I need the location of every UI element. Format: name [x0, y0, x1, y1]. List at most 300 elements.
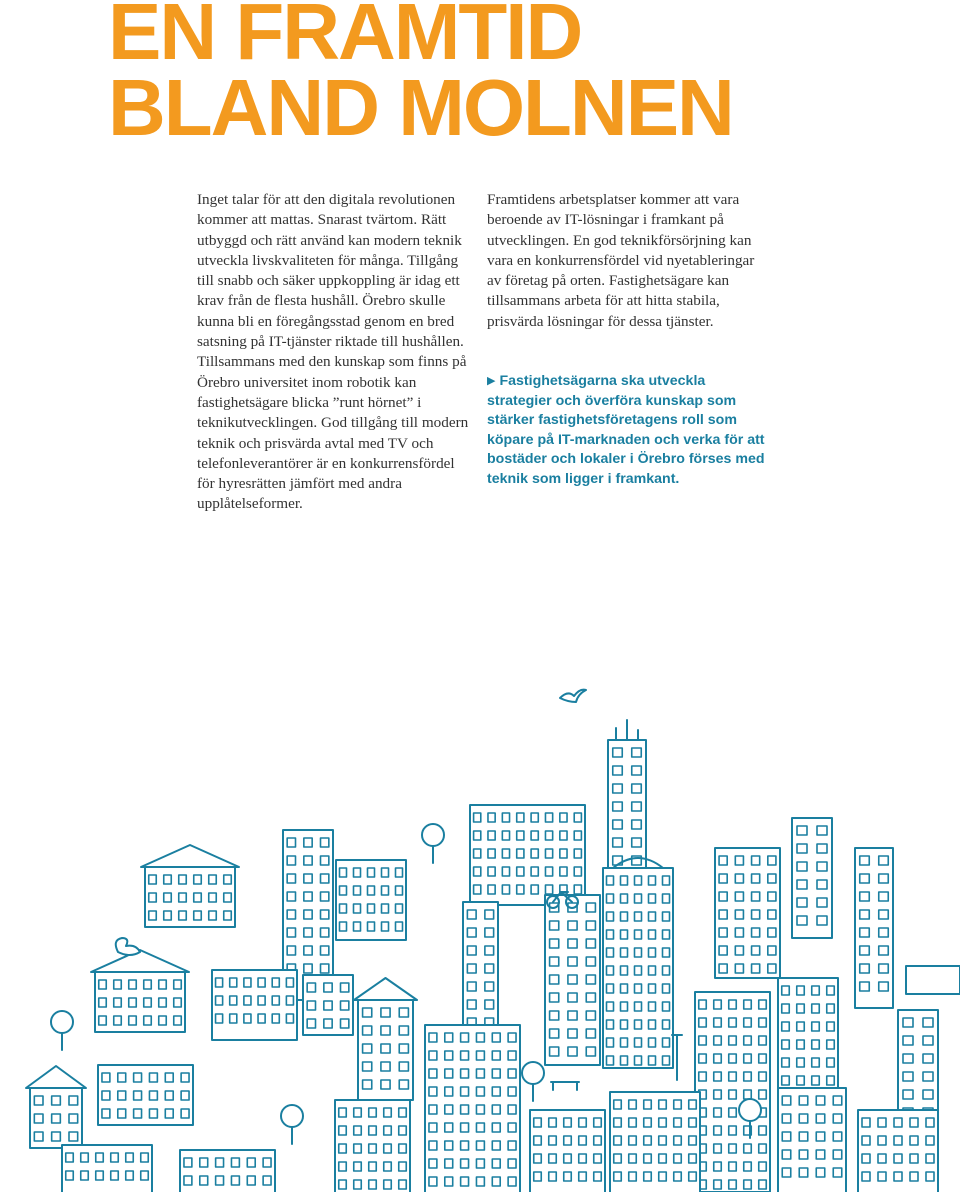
building-window	[396, 922, 403, 931]
building-window	[663, 1002, 670, 1011]
building-window	[714, 1126, 722, 1135]
building-window	[827, 1022, 835, 1031]
building-window	[827, 1004, 835, 1013]
bench-icon	[551, 1082, 579, 1090]
building-window	[149, 1109, 157, 1118]
building-window	[759, 1018, 767, 1027]
building-window	[735, 928, 743, 937]
building-window	[632, 784, 642, 793]
building-window	[817, 862, 827, 871]
building-window	[399, 1180, 407, 1189]
building-window	[216, 1176, 224, 1185]
building-window	[564, 1118, 572, 1127]
building-window	[817, 880, 827, 889]
building-outline	[98, 1065, 193, 1125]
building-window	[812, 1076, 820, 1085]
building-window	[621, 1056, 628, 1065]
building-window	[797, 1058, 805, 1067]
building-window	[862, 1154, 870, 1163]
building-window	[134, 1091, 142, 1100]
building-window	[663, 966, 670, 975]
building-window	[445, 1033, 453, 1042]
building-window	[759, 1126, 767, 1135]
building-window	[879, 982, 889, 991]
body-paragraph-left: Inget talar för att den digitala revolutionen kommer att mattas. Snarast tvärtom. Rätt utbyggd och rätt använd kan modern teknik utveckla livskvaliteten för många. Tillgång till snabb och säker uppkoppling är idag ett krav från de flesta hushåll. Örebro skulle kunna bli en föregångsstad genom en bred satsning på IT-tjänster riktade till hushållen. Tillsammans med den kunskap som finns på Örebro universitet inom robotik kan fastighetsägare blicka ”runt hörnet” i teknikutvecklingen. God tillgång till modern teknik och prisvärda avtal med TV och telefonleverantörer är en konkurrensfördel för hyresrätten jämfört med andra upplåtelseformer.	[197, 191, 469, 513]
building-window	[752, 892, 760, 901]
building-window	[363, 1044, 372, 1053]
building-window	[396, 868, 403, 877]
building-window	[621, 948, 628, 957]
building-window	[752, 910, 760, 919]
building-window	[461, 1087, 469, 1096]
building-window	[607, 894, 614, 903]
building-window	[341, 1019, 349, 1028]
building-window	[476, 1069, 484, 1078]
building-window	[368, 886, 375, 895]
building-window	[632, 802, 642, 811]
building-window	[429, 1141, 437, 1150]
building-window	[729, 1036, 737, 1045]
building-window	[461, 1105, 469, 1114]
building-window	[714, 1018, 722, 1027]
building-window	[321, 910, 329, 919]
building-window	[629, 1154, 637, 1163]
building-outline	[62, 1145, 152, 1192]
building-window	[607, 948, 614, 957]
building-window	[862, 1136, 870, 1145]
building-window	[719, 928, 727, 937]
building-window	[816, 1114, 825, 1123]
building-window	[621, 1020, 628, 1029]
building-window	[96, 1171, 104, 1180]
building-window	[632, 838, 642, 847]
building-window	[517, 867, 524, 876]
building-window	[817, 898, 827, 907]
building-window	[216, 1158, 224, 1167]
building-window	[126, 1171, 134, 1180]
building-window	[165, 1091, 173, 1100]
building-window	[812, 1022, 820, 1031]
building-window	[492, 1033, 500, 1042]
building-window	[354, 868, 361, 877]
building-window	[181, 1073, 189, 1082]
building-window	[144, 980, 152, 989]
building-window	[354, 1180, 362, 1189]
building-window	[165, 1073, 173, 1082]
building-window	[782, 986, 790, 995]
building-window	[467, 964, 476, 973]
building-window	[797, 862, 807, 871]
building-window	[381, 1080, 390, 1089]
building-window	[429, 1159, 437, 1168]
building-window	[114, 980, 122, 989]
building-window	[96, 1153, 104, 1162]
building-window	[399, 1144, 407, 1153]
building-window	[381, 1026, 390, 1035]
building-window	[816, 1168, 825, 1177]
building-window	[729, 1144, 737, 1153]
building-window	[181, 1091, 189, 1100]
building-window	[674, 1118, 682, 1127]
building-window	[613, 820, 623, 829]
building-window	[287, 928, 295, 937]
building-window	[159, 980, 167, 989]
building-window	[663, 912, 670, 921]
building-window	[399, 1044, 408, 1053]
building-window	[768, 928, 776, 937]
building-window	[476, 1123, 484, 1132]
building-window	[244, 978, 251, 987]
building-window	[903, 1036, 913, 1045]
building-window	[272, 1014, 279, 1023]
building-window	[445, 1069, 453, 1078]
building-window	[560, 849, 567, 858]
building-window	[550, 993, 559, 1002]
building-window	[614, 1136, 622, 1145]
building-window	[903, 1054, 913, 1063]
right-column	[487, 190, 759, 332]
building-window	[474, 813, 481, 822]
building-window	[369, 1162, 377, 1171]
building-window	[735, 874, 743, 883]
building-window	[485, 982, 494, 991]
building-window	[663, 894, 670, 903]
building-window	[476, 1177, 484, 1186]
building-window	[714, 1180, 722, 1189]
building-window	[247, 1176, 255, 1185]
building-window	[531, 867, 538, 876]
building-window	[304, 874, 312, 883]
building-window	[635, 1056, 642, 1065]
building-window	[729, 1072, 737, 1081]
building-window	[579, 1136, 587, 1145]
building-window	[568, 1011, 577, 1020]
building-window	[894, 1172, 902, 1181]
building-window	[759, 1090, 767, 1099]
antenna	[616, 720, 638, 740]
building-window	[719, 946, 727, 955]
building-window	[224, 893, 232, 902]
building-window	[488, 813, 495, 822]
building-window	[339, 1144, 347, 1153]
building-window	[879, 856, 889, 865]
building-window	[833, 1114, 842, 1123]
building-window	[354, 922, 361, 931]
building-window	[476, 1141, 484, 1150]
swan-icon	[116, 938, 140, 955]
building-window	[910, 1136, 918, 1145]
building-window	[492, 1159, 500, 1168]
building-window	[485, 1000, 494, 1009]
building-window	[714, 1162, 722, 1171]
building-window	[644, 1100, 652, 1109]
building-outline	[145, 867, 235, 927]
building-window	[659, 1118, 667, 1127]
building-window	[714, 1000, 722, 1009]
building-window	[817, 916, 827, 925]
building-window	[607, 1002, 614, 1011]
building-window	[782, 1040, 790, 1049]
building-window	[461, 1051, 469, 1060]
building-window	[759, 1000, 767, 1009]
building-window	[574, 831, 581, 840]
building-window	[812, 1058, 820, 1067]
building-window	[304, 928, 312, 937]
building-window	[445, 1051, 453, 1060]
building-window	[759, 1162, 767, 1171]
building-window	[752, 964, 760, 973]
building-window	[862, 1118, 870, 1127]
building-window	[354, 886, 361, 895]
building-window	[729, 1090, 737, 1099]
building-window	[102, 1073, 110, 1082]
building-window	[321, 874, 329, 883]
building-window	[729, 1108, 737, 1117]
building-window	[827, 1076, 835, 1085]
building-window	[368, 868, 375, 877]
callout-text: Fastighetsägarna ska utveckla strategier och överföra kunskap som stärker fastighetsföretagens roll som köpare på IT-marknaden och verka för att bostäder och lokaler i Örebro förses med teknik som ligger i framkant.	[487, 373, 765, 487]
building-window	[34, 1114, 43, 1123]
building-window	[817, 844, 827, 853]
building-window	[910, 1172, 918, 1181]
building-window	[621, 894, 628, 903]
building-window	[799, 1132, 808, 1141]
building-window	[384, 1180, 392, 1189]
building-window	[287, 946, 295, 955]
building-window	[586, 1011, 595, 1020]
building-window	[304, 964, 312, 973]
building-window	[635, 912, 642, 921]
building-window	[230, 1014, 237, 1023]
building-window	[833, 1168, 842, 1177]
building-window	[111, 1171, 119, 1180]
building-window	[382, 868, 389, 877]
building-window	[613, 766, 623, 775]
building-window	[579, 1154, 587, 1163]
building-window	[129, 998, 137, 1007]
building-window	[99, 980, 107, 989]
building-window	[502, 831, 509, 840]
building-window	[531, 849, 538, 858]
building-window	[574, 813, 581, 822]
building-window	[752, 856, 760, 865]
building-window	[812, 1004, 820, 1013]
building-window	[272, 996, 279, 1005]
building-window	[586, 903, 595, 912]
building-window	[508, 1141, 516, 1150]
building-window	[179, 893, 187, 902]
building-window	[903, 1090, 913, 1099]
tree-icon	[51, 1011, 73, 1033]
building-window	[129, 1016, 137, 1025]
building-window	[797, 1022, 805, 1031]
building-window	[549, 1172, 557, 1181]
building-window	[635, 984, 642, 993]
building-window	[729, 1018, 737, 1027]
building-window	[429, 1051, 437, 1060]
building-window	[492, 1087, 500, 1096]
building-window	[926, 1118, 934, 1127]
building-window	[568, 1029, 577, 1038]
tree-icon	[522, 1062, 544, 1084]
building-window	[699, 1000, 707, 1009]
building-window	[429, 1177, 437, 1186]
building-window	[735, 856, 743, 865]
building-window	[141, 1153, 149, 1162]
building-window	[719, 856, 727, 865]
building-window	[467, 946, 476, 955]
building-window	[467, 928, 476, 937]
building-window	[194, 893, 202, 902]
building-window	[399, 1108, 407, 1117]
building-window	[613, 748, 623, 757]
building-window	[797, 1040, 805, 1049]
building-window	[879, 874, 889, 883]
building-window	[594, 1154, 602, 1163]
building-window	[354, 1162, 362, 1171]
building-window	[381, 1044, 390, 1053]
building-window	[263, 1176, 271, 1185]
building-window	[735, 964, 743, 973]
building-window	[476, 1051, 484, 1060]
building-window	[607, 966, 614, 975]
building-window	[586, 921, 595, 930]
building-window	[304, 856, 312, 865]
building-window	[926, 1154, 934, 1163]
building-window	[304, 910, 312, 919]
building-window	[768, 874, 776, 883]
building-window	[735, 892, 743, 901]
building-window	[621, 1002, 628, 1011]
building-window	[114, 1016, 122, 1025]
building-window	[550, 1011, 559, 1020]
building-window	[879, 928, 889, 937]
building-window	[321, 892, 329, 901]
building-window	[324, 983, 332, 992]
building-window	[833, 1096, 842, 1105]
building-window	[445, 1177, 453, 1186]
building-window	[621, 912, 628, 921]
building-window	[607, 1038, 614, 1047]
tree-icon	[739, 1099, 761, 1121]
building-window	[34, 1132, 43, 1141]
building-window	[492, 1069, 500, 1078]
building-window	[903, 1072, 913, 1081]
building-window	[461, 1177, 469, 1186]
building-window	[659, 1100, 667, 1109]
building-window	[649, 1056, 656, 1065]
building-window	[384, 1162, 392, 1171]
building-window	[564, 1172, 572, 1181]
building-window	[324, 1019, 332, 1028]
building-window	[923, 1018, 933, 1027]
building-window	[174, 1016, 182, 1025]
building-window	[759, 1180, 767, 1189]
building-window	[304, 838, 312, 847]
building-window	[321, 856, 329, 865]
building-window	[574, 867, 581, 876]
building-window	[729, 1126, 737, 1135]
building-window	[216, 1014, 223, 1023]
building-window	[744, 1000, 752, 1009]
building-window	[827, 986, 835, 995]
building-window	[66, 1153, 74, 1162]
building-window	[99, 998, 107, 1007]
building-window	[263, 1158, 271, 1167]
building-window	[568, 975, 577, 984]
building-window	[488, 849, 495, 858]
building-window	[144, 998, 152, 1007]
building-window	[550, 939, 559, 948]
building-window	[114, 998, 122, 1007]
building-window	[81, 1171, 89, 1180]
building-window	[149, 911, 157, 920]
building-window	[396, 886, 403, 895]
building-window	[797, 844, 807, 853]
play-arrow-icon: ▶	[487, 375, 496, 387]
building-window	[144, 1016, 152, 1025]
building-window	[399, 1008, 408, 1017]
building-window	[129, 980, 137, 989]
building-window	[149, 875, 157, 884]
building-window	[614, 1100, 622, 1109]
building-window	[621, 966, 628, 975]
building-window	[549, 1136, 557, 1145]
building-window	[879, 964, 889, 973]
building-window	[429, 1033, 437, 1042]
building-window	[799, 1150, 808, 1159]
building-window	[649, 876, 656, 885]
building-window	[635, 1020, 642, 1029]
building-outline	[180, 1150, 275, 1192]
building-window	[649, 930, 656, 939]
building-window	[384, 1108, 392, 1117]
building-window	[194, 911, 202, 920]
building-window	[714, 1108, 722, 1117]
building-window	[663, 948, 670, 957]
building-window	[574, 885, 581, 894]
building-window	[817, 826, 827, 835]
building-window	[663, 1038, 670, 1047]
building-window	[649, 1002, 656, 1011]
bird-icon	[560, 690, 586, 702]
building-window	[159, 1016, 167, 1025]
building-window	[649, 1020, 656, 1029]
building-window	[287, 892, 295, 901]
building-window	[174, 980, 182, 989]
building-window	[258, 996, 265, 1005]
building-window	[568, 1047, 577, 1056]
building-window	[429, 1105, 437, 1114]
building-window	[594, 1172, 602, 1181]
city-skyline-illustration	[0, 670, 960, 1192]
building-window	[508, 1033, 516, 1042]
building-window	[878, 1172, 886, 1181]
building-window	[878, 1118, 886, 1127]
building-window	[586, 975, 595, 984]
building-window	[799, 1096, 808, 1105]
building-window	[699, 1036, 707, 1045]
building-window	[744, 1036, 752, 1045]
building-window	[903, 1018, 913, 1027]
building-window	[752, 874, 760, 883]
building-window	[508, 1105, 516, 1114]
building-window	[799, 1168, 808, 1177]
building-window	[632, 748, 642, 757]
building-window	[492, 1177, 500, 1186]
building-window	[531, 885, 538, 894]
building-window	[752, 946, 760, 955]
